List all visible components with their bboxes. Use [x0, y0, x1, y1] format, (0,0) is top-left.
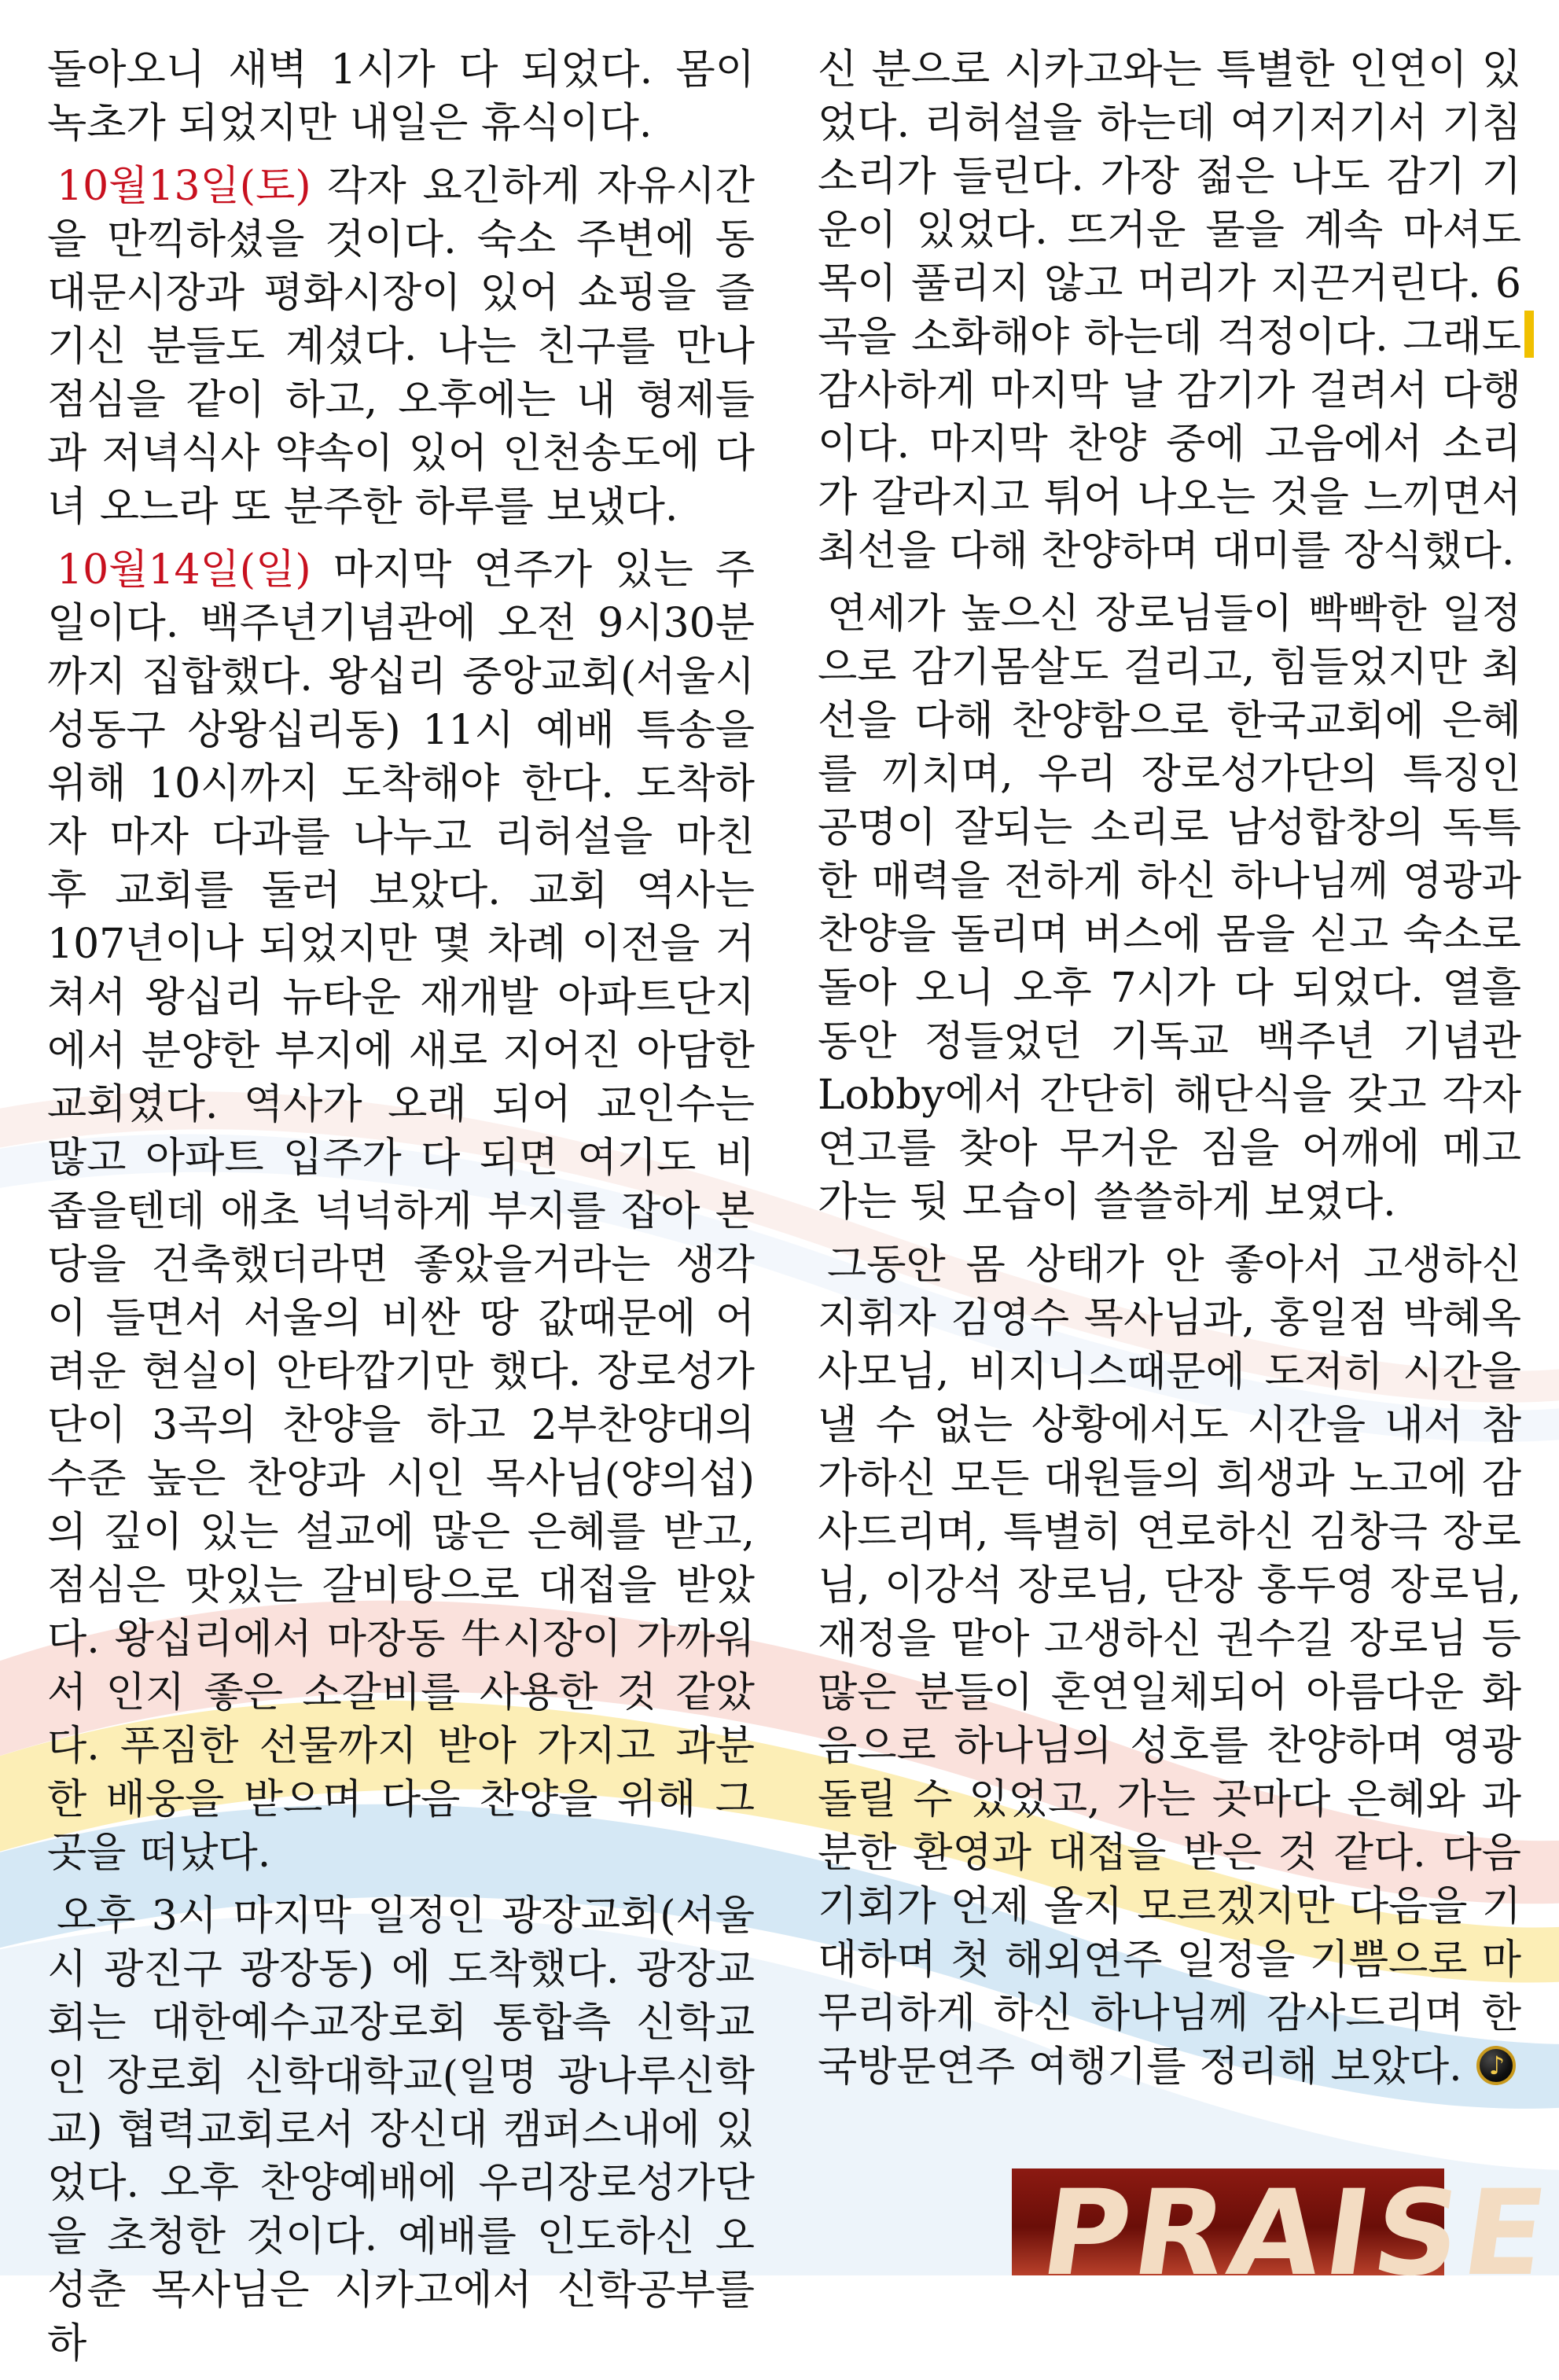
paragraph-text: 돌아오니 새벽 1시가 다 되었다. 몸이 녹초가 되었지만 내일은 휴식이다.	[47, 46, 755, 147]
right-column	[818, 43, 1521, 2103]
date-heading: 10월14일(일)	[57, 546, 311, 594]
date-heading: 10월13일(토)	[57, 163, 311, 210]
paragraph	[47, 43, 755, 150]
paragraph-text: 신 분으로 시카고와는 특별한 인연이 있었다. 리허설을 하는데 여기저기서 기침 소리가 들린다. 가장 젊은 나도 감기 기운이 있었다. 뜨거운 물을 계속 마셔도 목이 풀리지 않고 머리가 지끈거린다. 6곡을 소화해야 하는데 걱정이다. 그래도 감사하게 마지막 날 감기가 걸려서 다행이다. 마지막 찬양 중에 고음에서 소리가 갈라지고 튀어 나오는 것을 느끼면서 최선을 다해 찬양하며 대미를 장식했다.	[818, 46, 1521, 575]
praise-logo-image	[1012, 2165, 1559, 2302]
paragraph-text: 각자 요긴하게 자유시간을 만끽하셨을 것이다. 숙소 주변에 동대문시장과 평화시장이 있어 쇼핑을 즐기신 분들도 계셨다. 나는 친구를 만나 점심을 같이 하고, 오후에는 내 형제들과 저녁식사 약속이 있어 인천송도에 다녀 오느라 또 분주한 하루를 보냈다.	[47, 163, 755, 531]
paragraph	[818, 43, 1521, 578]
paragraph	[818, 1238, 1521, 2094]
paragraph	[47, 543, 755, 1880]
paragraph	[47, 1889, 755, 2371]
paragraph	[818, 587, 1521, 1229]
paragraph-text: 오후 3시 마지막 일정인 광장교회(서울시 광진구 광장동) 에 도착했다. 광장교회는 대한예수교장로회 통합측 신학교인 장로회 신학대학교(일명 광나루신학교) 협력교회로서 장신대 캠퍼스내에 있었다. 오후 찬양예배에 우리장로성가단을 초청한 것이다. 예배를 인도하신 오성춘 목사님은 시카고에서 신학공부를 하	[47, 1893, 755, 2367]
music-note-icon	[1476, 2046, 1516, 2085]
praise-logo-lettering: PRAISE	[1033, 2165, 1559, 2302]
paragraph-text: 마지막 연주가 있는 주일이다. 백주년기념관에 오전 9시30분까지 집합했다. 왕십리 중앙교회(서울시 성동구 상왕십리동) 11시 예배 특송을 위해 10시까지 도착해야 한다. 도착하자 마자 다과를 나누고 리허설을 마친 후 교회를 둘러 보았다. 교회 역사는 107년이나 되었지만 몇 차례 이전을 거쳐서 왕십리 뉴타운 재개발 아파트단지에서 분양한 부지에 새로 지어진 아담한 교회였다. 역사가 오래 되어 교인수는 많고 아파트 입주가 다 되면 여기도 비좁을텐데 애초 넉넉하게 부지를 잡아 본당을 건축했더라면 좋았을거라는 생각이 들면서 서울의 비싼 땅 값때문에 어려운 현실이 안타깝기만 했다. 장로성가단이 3곡의 찬양을 하고 2부찬양대의 수준 높은 찬양과 시인 목사님(양의섭)의 깊이 있는 설교에 많은 은혜를 받고, 점심은 맛있는 갈비탕으로 대접을 받았다. 왕십리에서 마장동 牛시장이 가까워서 인지 좋은 소갈비를 사용한 것 같았다. 푸짐한 선물까지 받아 가지고 과분한 배웅을 받으며 다음 찬양을 위해 그곳을 떠났다.	[47, 546, 755, 1877]
paragraph-text: 연세가 높으신 장로님들이 빡빡한 일정으로 감기몸살도 걸리고, 힘들었지만 최선을 다해 찬양함으로 한국교회에 은혜를 끼치며, 우리 장로성가단의 특징인 공명이 잘되는 소리로 남성합창의 독특한 매력을 전하게 하신 하나님께 영광과 찬양을 돌리며 버스에 몸을 싣고 숙소로 돌아 오니 오후 7시가 다 되었다. 열흘 동안 정들었던 기독교 백주년 기념관 Lobby에서 간단히 해단식을 갖고 각자 연고를 찾아 무거운 짐을 어깨에 메고 가는 뒷 모습이 쓸쓸하게 보였다.	[818, 590, 1521, 1226]
paragraph-text: 그동안 몸 상태가 안 좋아서 고생하신 지휘자 김영수 목사님과, 홍일점 박혜옥 사모님, 비지니스때문에 도저히 시간을 낼 수 없는 상황에서도 시간을 내서 참가하신 모든 대원들의 희생과 노고에 감사드리며, 특별히 연로하신 김창극 장로님, 이강석 장로님, 단장 홍두영 장로님, 재정을 맡아 고생하신 권수길 장로님 등 많은 분들이 혼연일체되어 아름다운 화음으로 하나님의 성호를 찬양하며 영광 돌릴 수 있었고, 가는 곳마다 은혜와 과분한 환영과 대접을 받은 것 같다. 다음 기회가 언제 올지 모르겠지만 다음을 기대하며 첫 해외연주 일정을 기쁨으로 마무리하게 하신 하나님께 감사드리며 한국방문연주 여행기를 정리해 보았다.	[818, 1241, 1521, 2091]
paragraph	[47, 160, 755, 534]
left-column	[47, 43, 755, 2380]
page-edge-tab	[1524, 311, 1534, 358]
